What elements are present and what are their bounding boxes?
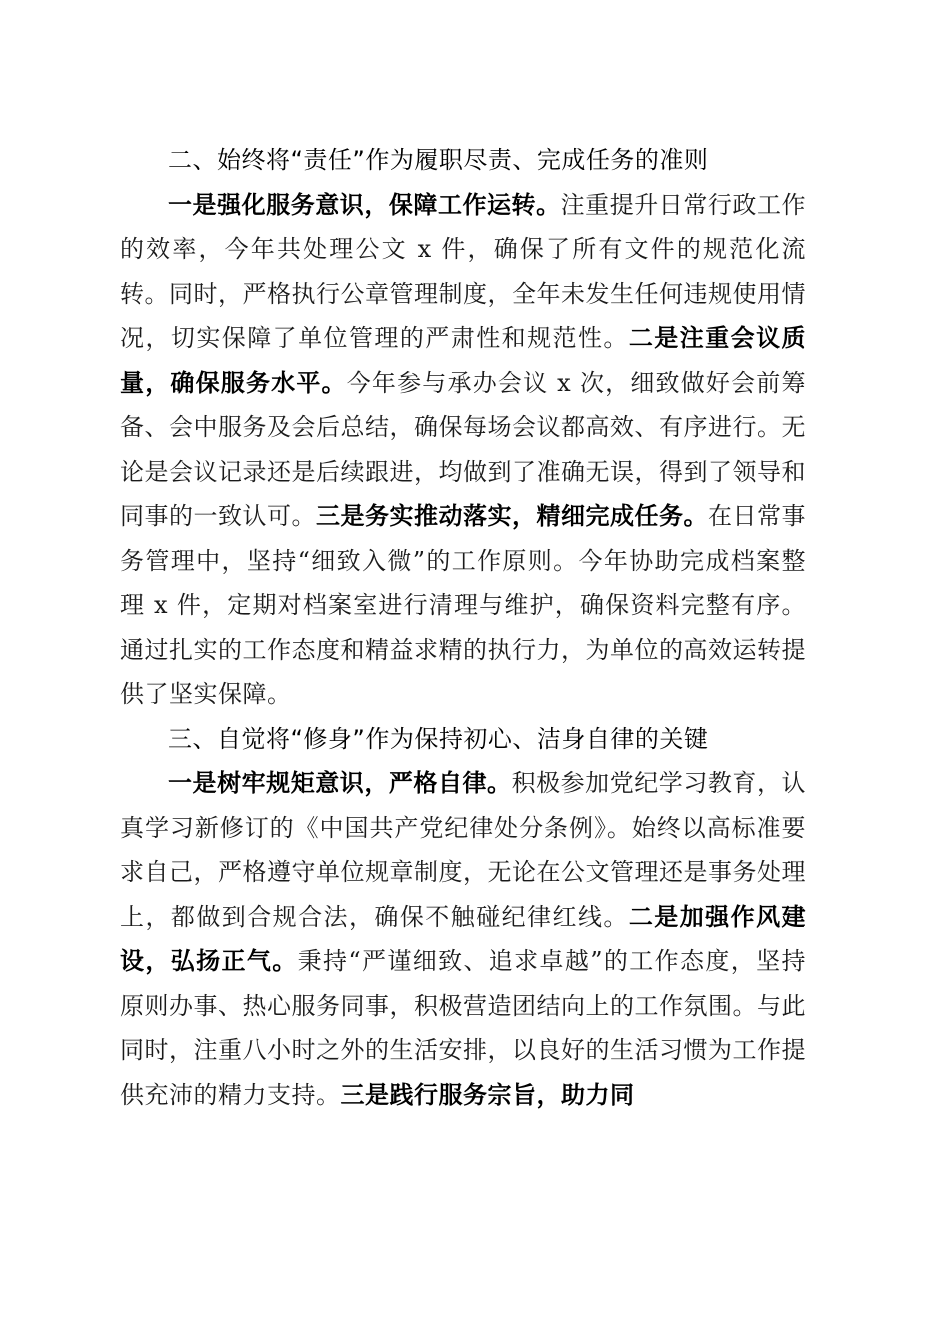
document-body xyxy=(120,138,806,1117)
bold-lead-5: 二是加强作风建设，弘扬正气。 xyxy=(120,901,807,975)
paragraph-service-work xyxy=(120,183,806,717)
body-text-1: 注重提升日常行政工作的效率，今年共处理公文 x 件，确保了所有文件的规范化流转。同时，严格执行公章管理制度，全年未发生任何违规使用情况，切实保障了单位管理的严肃性和规范性。 xyxy=(120,190,806,352)
bold-lead-3: 三是务实推动落实，精细完成任务。 xyxy=(316,501,708,530)
bold-lead-1: 一是强化服务意识，保障工作运转。 xyxy=(168,189,561,219)
bold-lead-4: 一是树牢规矩意识，严格自律。 xyxy=(168,768,512,797)
body-text-3: 在日常事务管理中，坚持“细致入微”的工作原则。今年协助完成档案整理 x 件，定期对档案室进行清理与维护，确保资料完整有序。通过扎实的工作态度和精益求精的执行力，为单位的高效运转提供了坚实保障。 xyxy=(120,502,806,708)
body-text-5: 秉持“严谨细致、追求卓越”的工作态度，坚持原则办事、热心服务同事，积极营造团结向上的工作氛围。与此同时，注重八小时之外的生活安排，以良好的生活习惯为工作提供充沛的精力支持。 xyxy=(120,947,807,1109)
body-text-2: 今年参与承办会议 x 次，细致做好会前筹备、会中服务及会后总结，确保每场会议都高效、有序进行。无论是会议记录还是后续跟进，均做到了准确无误，得到了领导和同事的一致认可。 xyxy=(120,368,806,530)
bold-lead-2: 二是注重会议质量，确保服务水平。 xyxy=(120,323,807,397)
body-text-4: 积极参加党纪学习教育，认真学习新修订的《中国共产党纪律处分条例》。始终以高标准要求自己，严格遵守单位规章制度，无论在公文管理还是事务处理上，都做到合规合法，确保不触碰纪律红线。 xyxy=(120,769,807,931)
bold-lead-6: 三是践行服务宗旨，助力同 xyxy=(340,1079,635,1109)
paragraph-self-discipline xyxy=(120,761,806,1117)
section-heading-self-cultivation: 三、自觉将“修身”作为保持初心、洁身自律的关键 xyxy=(168,724,709,753)
section-heading-responsibility: 二、始终将“责任”作为履职尽责、完成任务的准则 xyxy=(168,146,709,174)
